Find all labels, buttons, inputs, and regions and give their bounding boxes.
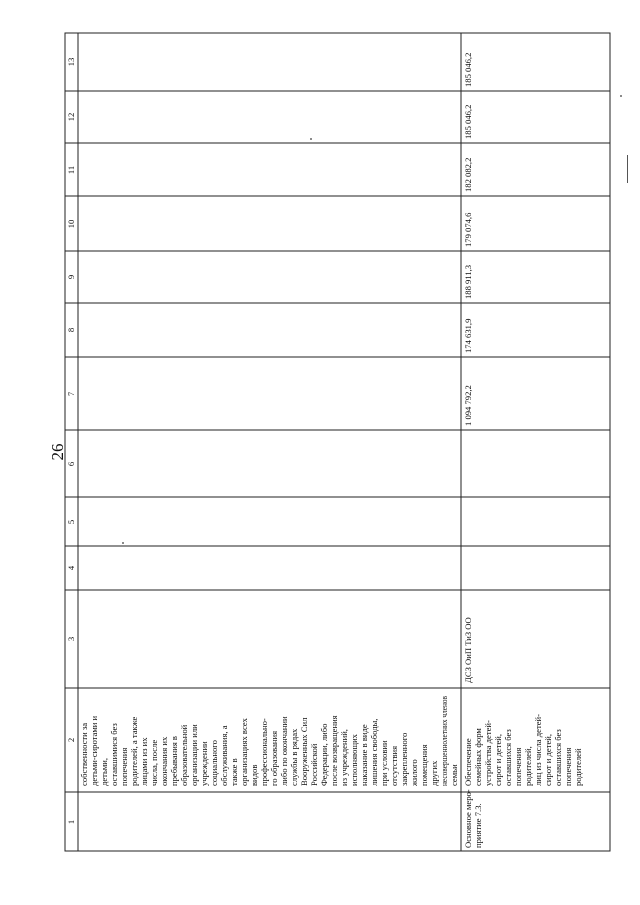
- page-number: 26: [48, 443, 67, 461]
- row1-line: либо по окончании: [279, 716, 289, 786]
- row1-line: пребывания в: [169, 736, 179, 786]
- row1-line: социального: [209, 740, 219, 786]
- row2-line: попечения: [513, 747, 523, 786]
- row1-line: организации или: [189, 724, 199, 786]
- row1-line: родителей, а также: [129, 716, 139, 786]
- row2-line: родителей: [573, 748, 583, 786]
- binding-mark: [627, 155, 640, 183]
- row1-line: Федерации, либо: [319, 723, 329, 786]
- row1-line: отсутствия: [389, 745, 399, 786]
- row2-description: [463, 714, 583, 786]
- amount-col9: 188 911,3: [463, 264, 473, 299]
- row1-line: учреждении: [199, 741, 209, 786]
- row1-line: организациях всех: [239, 718, 249, 786]
- row2-line: попечения: [563, 747, 573, 786]
- row1-line: закрепленного: [399, 732, 409, 786]
- col-header-13: 13: [66, 57, 76, 67]
- amount-col8: 174 631,9: [463, 318, 473, 353]
- scan-speck: [122, 542, 124, 544]
- row1-line: лишения свободы,: [369, 718, 379, 786]
- row1-line: исполняющих: [349, 734, 359, 786]
- row1-line: детьми,: [99, 757, 109, 786]
- amount-col13: 185 046,2: [463, 52, 473, 87]
- row1-line: профессионально-: [259, 718, 269, 786]
- row1-line: собственности за: [79, 722, 89, 786]
- amount-col7: 1 094 792,2: [463, 385, 473, 426]
- row2-line: устройства детей-: [483, 720, 493, 786]
- amount-col10: 179 074,6: [463, 212, 473, 247]
- row1-description: [79, 680, 459, 787]
- col-header-11: 11: [66, 165, 76, 175]
- responsible-executor: ДСЗ ОиП ТиЗ ОО: [463, 617, 473, 683]
- row1-line: го образования: [269, 730, 279, 786]
- row2-col1-line: приятие 7.3.: [473, 803, 483, 848]
- amount-col11: 182 082,2: [463, 157, 473, 192]
- row1-line: Российской: [309, 743, 319, 786]
- row1-line: при условии: [379, 740, 389, 786]
- col-header-12: 12: [66, 112, 76, 122]
- col-header-4: 4: [66, 565, 76, 571]
- column-header-row: [66, 58, 76, 824]
- row1-line: оставшимися без: [109, 723, 119, 786]
- row1-line: детьми-сиротами и: [89, 715, 99, 786]
- column-separators: [65, 91, 610, 792]
- row2-line: оставшихся без: [553, 729, 563, 786]
- row2-amounts: [463, 53, 473, 426]
- row1-line: службы в рядах: [289, 728, 299, 786]
- row1-line: наказание в виде: [359, 724, 369, 786]
- row1-line: также в: [229, 758, 239, 786]
- amount-col12: 185 046,2: [463, 104, 473, 139]
- row2-line: сирот и детей,: [543, 733, 553, 786]
- row1-line: несовершеннолетних членов: [439, 680, 449, 786]
- col-header-10: 10: [66, 219, 76, 229]
- row2-col1-line: Основное меро-: [463, 789, 473, 848]
- row1-line: других: [429, 760, 439, 786]
- row2-col1: [463, 789, 483, 848]
- row1-line: видов: [249, 764, 259, 786]
- row1-line: семьи: [449, 764, 459, 786]
- row1-line: попечения: [119, 747, 129, 786]
- col-header-8: 8: [66, 327, 76, 333]
- row1-line: после возвращения: [329, 715, 339, 786]
- row1-line: лицами из их: [139, 737, 149, 786]
- scan-speck: [620, 95, 622, 97]
- row2-line: оставшихся без: [503, 729, 513, 786]
- row2-line: родителей,: [523, 746, 533, 786]
- col-header-1: 1: [66, 819, 76, 825]
- row1-line: окончания их: [159, 736, 169, 786]
- row2-line: сирот и детей,: [493, 733, 503, 786]
- row1-line: жилого: [409, 759, 419, 786]
- row2-line: Обеспечение: [463, 738, 473, 786]
- row1-line: образовательной: [179, 724, 189, 786]
- col-header-9: 9: [66, 274, 76, 280]
- col-header-3: 3: [66, 636, 76, 642]
- row1-line: обслуживания, а: [219, 725, 229, 786]
- col-header-7: 7: [66, 391, 76, 397]
- row2-line: семейных форм: [473, 728, 483, 786]
- row1-line: помещения: [419, 744, 429, 786]
- scan-speck: [310, 138, 312, 140]
- row2-line: лиц из числа детей-: [533, 714, 543, 786]
- col-header-5: 5: [66, 519, 76, 525]
- col-header-2: 2: [66, 737, 76, 743]
- col-header-6: 6: [66, 461, 76, 467]
- row1-line: числа, после: [149, 739, 159, 786]
- row1-line: из учреждений,: [339, 729, 349, 786]
- row1-line: Вооруженных Сил: [299, 717, 309, 786]
